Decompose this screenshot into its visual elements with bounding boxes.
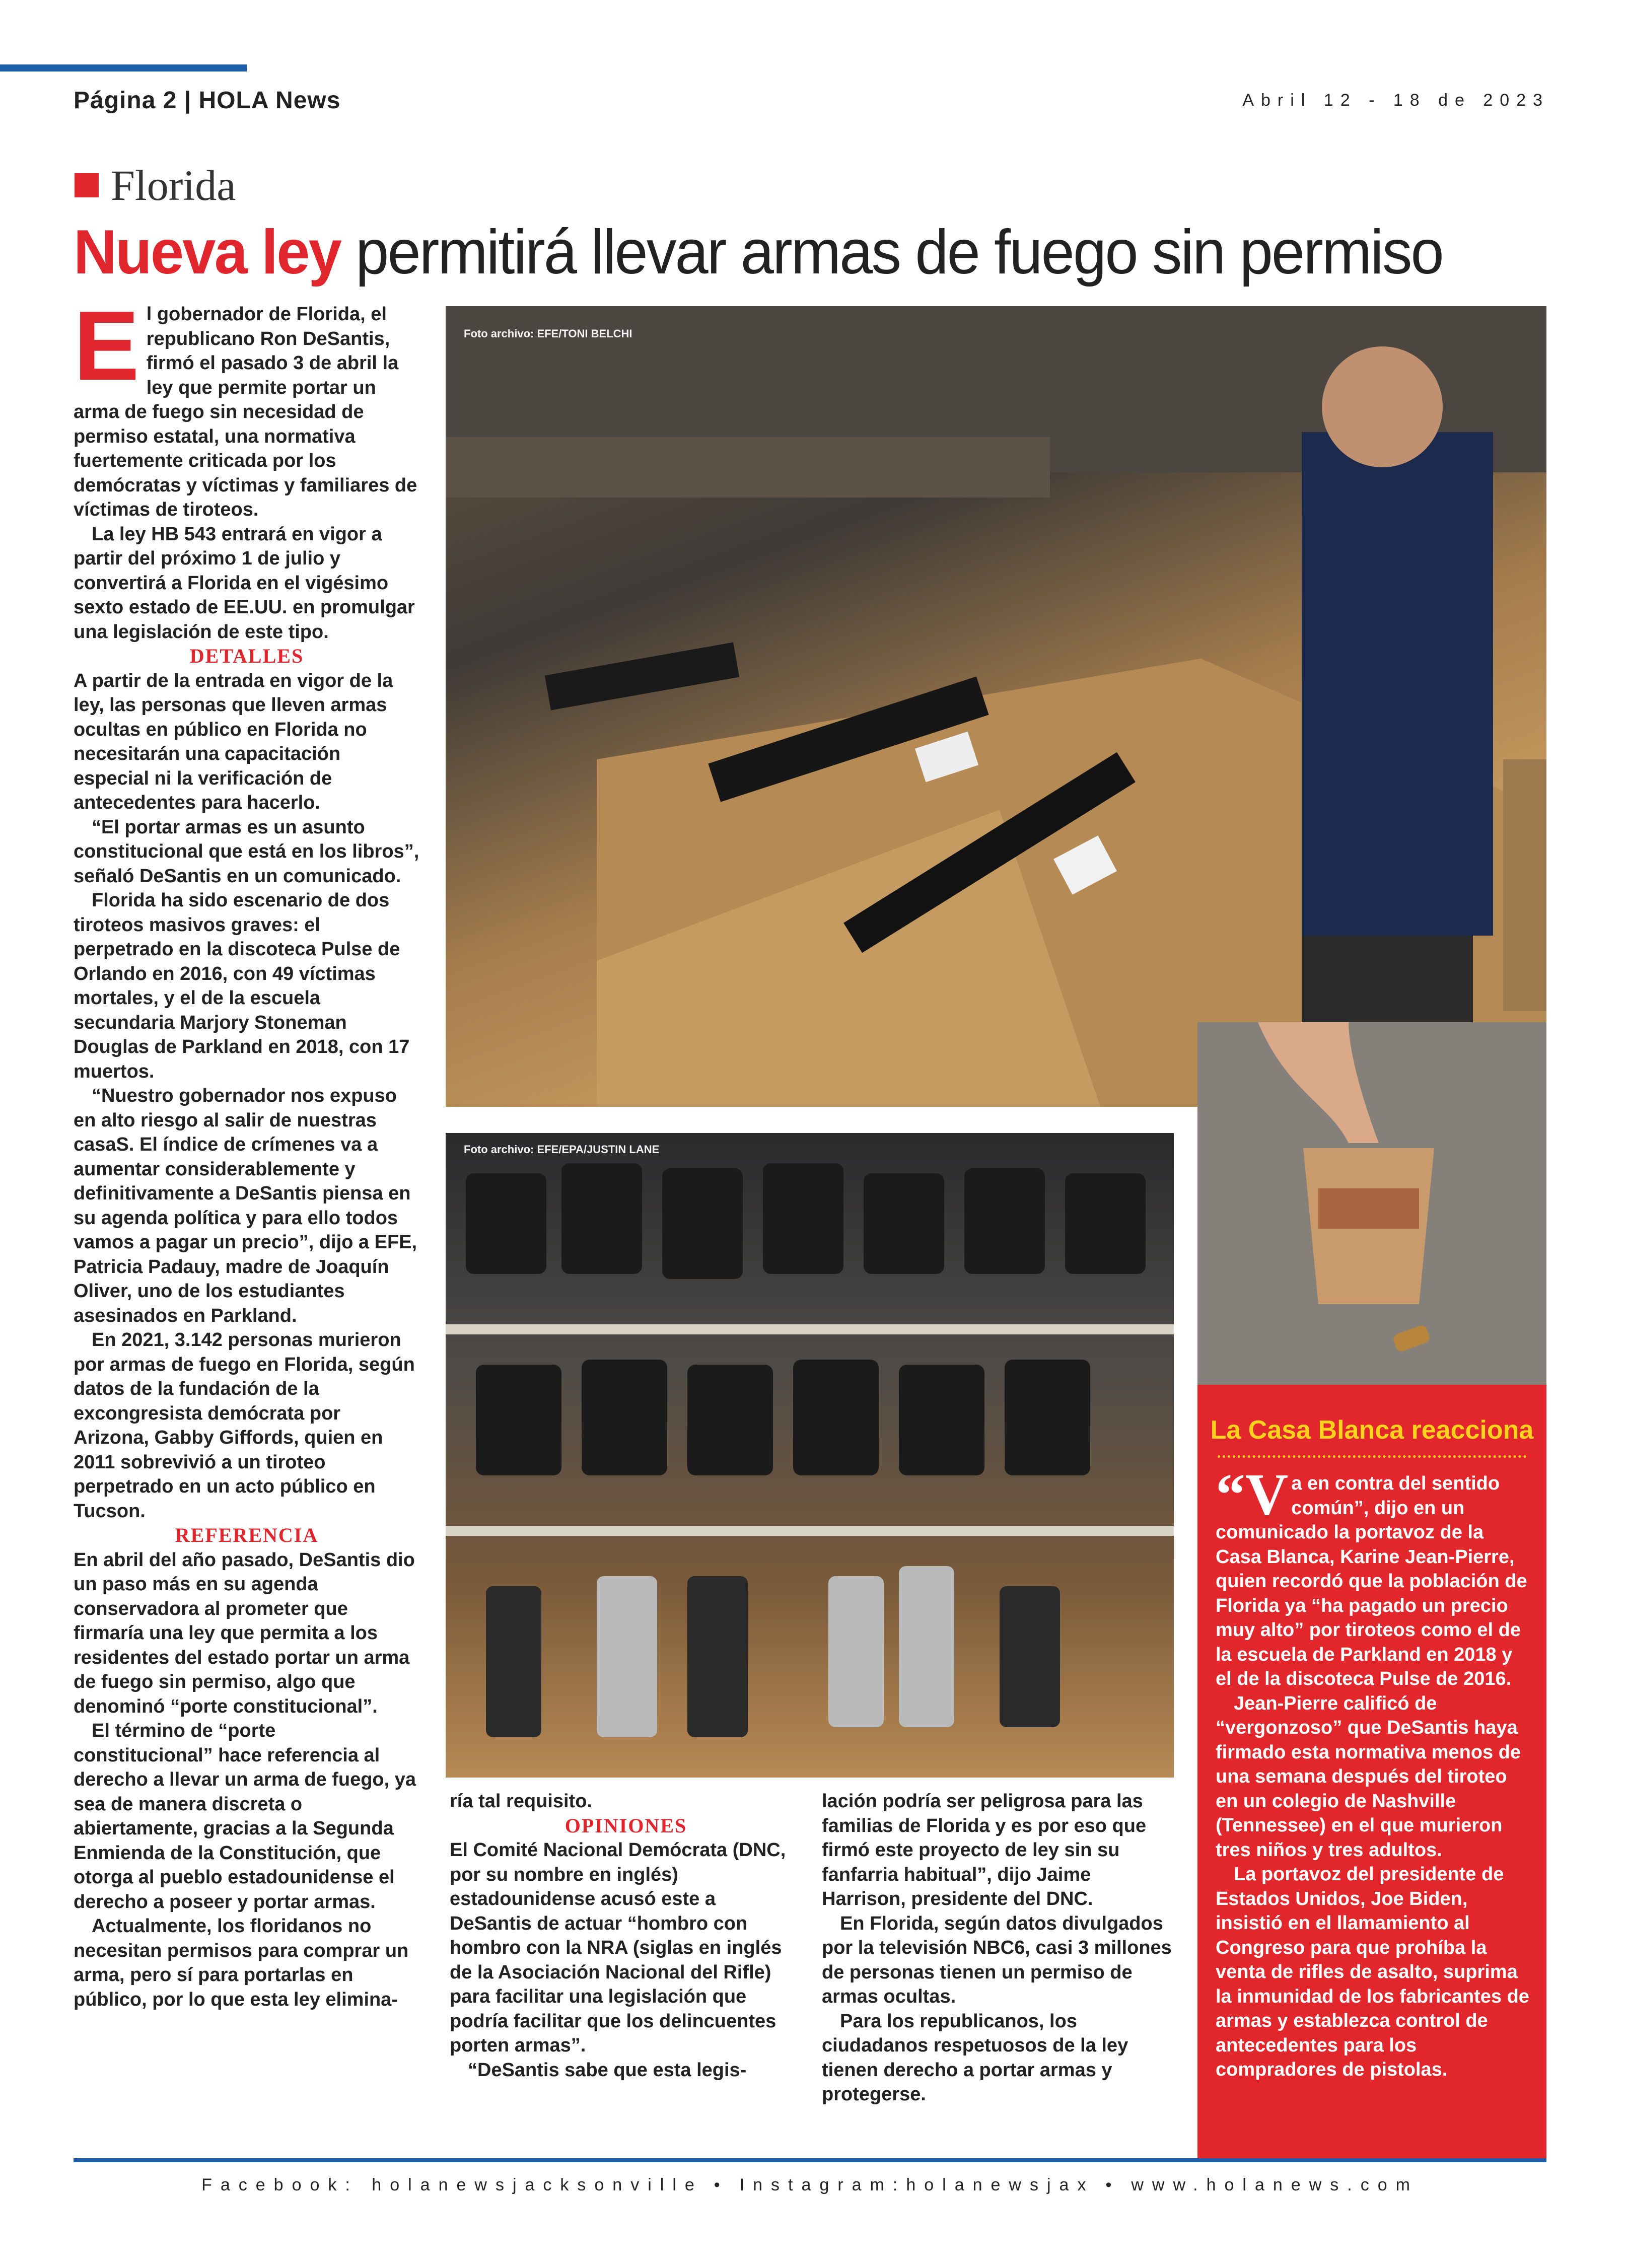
paragraph: “Nuestro gobernador nos expuso en alto riesgo al salir de nuestras casaS. El índice de crímenes va a aumentar considerablemente y definitivamente a DeSantis piensa en su agenda política y para ello todos vamos a pagar un precio”, dijo a EFE, Patricia Padauy, madre de Joaquín Oliver, uno de los estudiantes asesinados en Parkland. bbox=[74, 1085, 417, 1326]
article-column-3 bbox=[822, 1789, 1174, 2107]
paragraph: Jean-Pierre calificó de “vergonzoso” que DeSantis haya firmado esta normativa menos de una semana después del tiroteo en un colegio de Nashville (Tennessee) en el que murieron tres niños y tres adultos. bbox=[1216, 1692, 1521, 1861]
sidebar-divider bbox=[1218, 1455, 1526, 1458]
section-square-icon bbox=[75, 173, 99, 197]
section-name: Florida bbox=[111, 161, 236, 209]
paragraph: En Florida, según datos divulgados por la televisión NBC6, casi 3 millones de personas tienen un permiso de armas ocultas. bbox=[822, 1912, 1172, 2007]
footer-separator: • bbox=[1105, 2175, 1120, 2194]
paragraph: A partir de la entrada en vigor de la ley, las personas que lleven armas ocultas en público en Florida no necesitarán una capacitación especial ni la verificación de antecedentes para hacerlo. bbox=[74, 670, 393, 813]
sidebar-body bbox=[1216, 1461, 1530, 2082]
headline-red: Nueva ley bbox=[74, 218, 340, 287]
paragraph: En 2021, 3.142 personas murieron por armas de fuego en Florida, según datos de la fundación de la excongresista demócrata por Arizona, Gabby Giffords, quien en 2011 sobrevivió a un tiroteo perpetrado en un acto público en Tucson. bbox=[74, 1329, 415, 1522]
paragraph: Florida ha sido escenario de dos tiroteos masivos graves: el perpetrado en la discoteca Pulse de Orlando en 2016, con 49 víctimas mortales, y el de la escuela secundaria Marjory Stoneman Douglas de Parkland en 2018, con 17 muertos. bbox=[74, 890, 410, 1082]
paragraph: lación podría ser peligrosa para las familias de Florida y es por eso que firmó este proyecto de ley sin su fanfarria habitual”, dijo Jaime Harrison, presidente del DNC. bbox=[822, 1791, 1147, 1909]
gun-show-photo bbox=[446, 306, 1546, 1107]
headline-rest: permitirá llevar armas de fuego sin permiso bbox=[340, 218, 1443, 287]
footer-facebook: Facebook: holanewsjacksonville bbox=[201, 2175, 703, 2194]
paragraph: El término de “porte constitucional” hace referencia al derecho a llevar un arma de fuego, ya sea de manera discreta o abiertamente, gracias a la Segunda Enmienda de la Constitución, que otorga al pueblo estadounidense el derecho a poseer y portar armas. bbox=[74, 1720, 416, 1912]
paragraph: “DeSantis sabe que esta legis- bbox=[468, 2059, 747, 2081]
quote-mark: “V bbox=[1216, 1461, 1289, 1527]
section-tag bbox=[75, 160, 236, 210]
sidebar-title: La Casa Blanca reacciona bbox=[1210, 1415, 1534, 1445]
subhead-detalles: DETALLES bbox=[189, 645, 304, 667]
issue-date: Abril 12 - 18 de 2023 bbox=[1242, 91, 1549, 110]
footer-rule bbox=[74, 2158, 1546, 2162]
shell-casing-photo bbox=[1197, 1022, 1546, 1385]
headline bbox=[74, 217, 1443, 288]
subhead-referencia: REFERENCIA bbox=[175, 1524, 319, 1546]
paragraph: Actualmente, los floridanos no necesitan permisos para comprar un arma, pero sí para portarlas en público, por lo que esta ley elimina- bbox=[74, 1916, 409, 2010]
paragraph: a en contra del sentido común”, dijo en un comunicado la portavoz de la Casa Blanca, Karine Jean-Pierre, quien recordó que la población de Florida ya “ha pagado un precio muy alto” por tiroteos como el de la escuela de Parkland en 2018 y el de la discoteca Pulse de 2016. bbox=[1216, 1473, 1527, 1689]
paragraph: ría tal requisito. bbox=[450, 1791, 592, 1812]
footer-website: www.holanews.com bbox=[1131, 2175, 1419, 2194]
pistols-showcase-photo bbox=[446, 1133, 1174, 1778]
footer bbox=[74, 2175, 1546, 2195]
top-accent-bar bbox=[0, 64, 247, 72]
article-column-1 bbox=[74, 291, 420, 2012]
page-label: Página 2 | HOLA News bbox=[74, 87, 341, 114]
white-house-sidebar bbox=[1197, 1385, 1546, 2160]
shell-casing-illustration bbox=[1197, 1022, 1546, 1385]
paragraph: El Comité Nacional Demócrata (DNC, por su nombre en inglés) estadounidense acusó este a DeSantis de actuar “hombro con hombro con la NRA (siglas en inglés de la Asociación Nacional del Rifle) para facilitar una legislación que podría facilitar que los delincuentes porten armas”. bbox=[450, 1839, 786, 2056]
photo-credit: Foto archivo: EFE/TONI BELCHI bbox=[464, 327, 632, 340]
photo-credit: Foto archivo: EFE/EPA/JUSTIN LANE bbox=[464, 1143, 660, 1156]
footer-instagram: Instagram:holanewsjax bbox=[739, 2175, 1095, 2194]
paragraph: En abril del año pasado, DeSantis dio un paso más en su agenda conservadora al prometer que firmaría una ley que permita a los residentes del estado portar un arma de fuego sin permiso, algo que denominó “porte constitucional”. bbox=[74, 1549, 415, 1717]
paragraph: “El portar armas es un asunto constitucional que está en los libros”, señaló DeSantis en un comunicado. bbox=[74, 816, 419, 887]
paragraph: Para los republicanos, los ciudadanos respetuosos de la ley tienen derecho a portar armas y protegerse. bbox=[822, 2010, 1128, 2105]
pistols-illustration bbox=[446, 1133, 1174, 1778]
paragraph: La portavoz del presidente de Estados Unidos, Joe Biden, insistió en el llamamiento al Congreso para que prohíba la venta de rifles de asalto, suprima la inmunidad de los fabricantes de armas y establezca control de antecedentes para los compradores de pistolas. bbox=[1216, 1864, 1529, 2080]
paragraph: La ley HB 543 entrará en vigor a partir del próximo 1 de julio y convertirá a Florida en el vigésimo sexto estado de EE.UU. en promulgar una legislación de este tipo. bbox=[74, 523, 415, 643]
subhead-opiniones: OPINIONES bbox=[564, 1814, 687, 1837]
footer-separator: • bbox=[714, 2175, 729, 2194]
paragraph: l gobernador de Florida, el republicano Ron DeSantis, firmó el pasado 3 de abril la ley que permite portar un arma de fuego sin necesidad de permiso estatal, una normativa fuertemente criticada por los demócratas y víctimas y familiares de víctimas de tiroteos. bbox=[74, 304, 417, 520]
dropcap: E bbox=[74, 291, 139, 401]
article-column-2 bbox=[450, 1789, 802, 2082]
gun-show-illustration bbox=[446, 306, 1546, 1107]
